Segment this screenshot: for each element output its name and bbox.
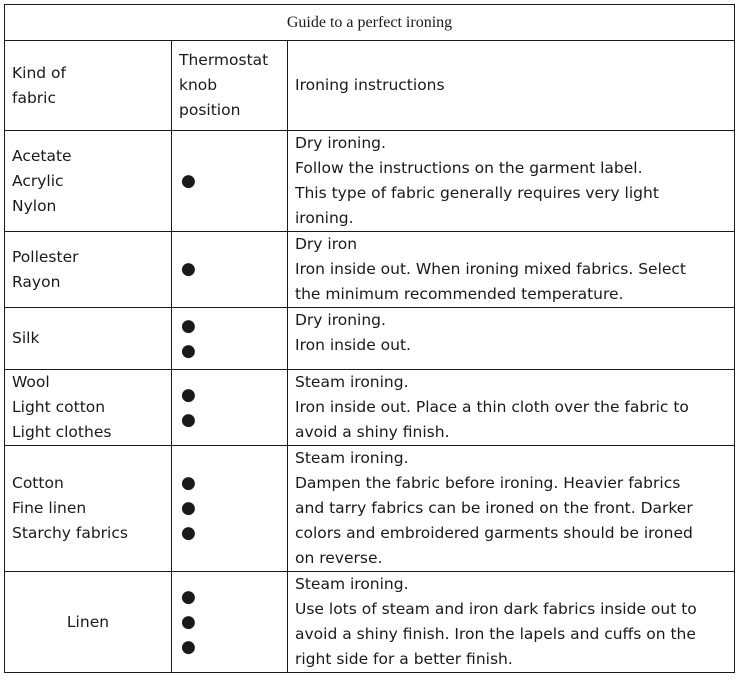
instruction-line: Dry ironing. [295,311,386,329]
fabric-name: Rayon [12,272,61,291]
instruction-line: avoid a shiny finish. Iron the lapels and cuffs on the [295,625,696,643]
knob-position-cell [172,370,288,446]
header-fabric-label: Kind of [12,63,67,82]
knob-dot-icon: ● [181,473,196,493]
title-row [5,5,735,41]
header-knob-label: knob [179,76,218,94]
table-title: Guide to a perfect ironing [5,5,735,41]
instruction-line: Steam ironing. [295,373,409,391]
instructions-cell [288,232,735,308]
instruction-line: Steam ironing. [295,575,409,593]
fabric-cell [5,446,172,572]
instructions-cell [288,446,735,572]
fabric-name: Acetate [12,146,72,165]
instruction-line: Dry iron [295,235,358,253]
instructions-cell [288,370,735,446]
instruction-line: Steam ironing. [295,449,409,467]
table-row [5,370,735,446]
instructions-cell [288,131,735,232]
instruction-line: Iron inside out. [295,336,411,354]
header-instructions-label: Ironing instructions [295,76,445,94]
fabric-cell [5,572,172,673]
knob-position-cell [172,131,288,232]
instruction-line: right side for a better finish. [295,650,513,668]
instruction-line: ironing. [295,209,354,227]
instruction-line: Follow the instructions on the garment label. [295,159,643,177]
fabric-name: Acrylic [12,171,64,190]
knob-dot-icon: ● [181,259,196,279]
knob-position-cell [172,446,288,572]
instruction-line: avoid a shiny finish. [295,423,450,441]
instruction-line: Dry ironing. [295,134,386,152]
fabric-name: Linen [66,612,110,631]
knob-dot-icon: ● [181,498,196,518]
fabric-name: Starchy fabrics [12,524,128,542]
knob-dot-icon: ● [181,523,196,543]
fabric-cell [5,232,172,308]
instruction-line: Iron inside out. When ironing mixed fabrics. Select [295,260,687,278]
instruction-line: Dampen the fabric before ironing. Heavier fabrics [295,474,681,492]
fabric-name: Light cotton [12,398,106,416]
knob-position-cell [172,232,288,308]
header-fabric [5,41,172,131]
fabric-name: Silk [12,329,40,347]
knob-dot-icon: ● [181,170,196,191]
fabric-cell [5,131,172,232]
knob-dot-icon: ● [181,315,196,336]
header-row [5,41,735,131]
instructions-cell [288,572,735,673]
instructions-cell [288,308,735,370]
knob-dot-icon: ● [181,586,196,607]
instruction-line: Iron inside out. Place a thin cloth over the fabric to [295,398,689,416]
fabric-name: Cotton [12,474,64,492]
instruction-line: the minimum recommended temperature. [295,285,624,303]
header-fabric-label: fabric [12,88,56,107]
header-knob [172,41,288,131]
knob-dot-icon: ● [181,384,196,405]
ironing-guide-table [4,4,735,673]
knob-position-cell [172,572,288,673]
header-instructions [288,41,735,131]
knob-dot-icon: ● [181,409,196,430]
header-knob-label: Thermostat [179,51,269,69]
table-row [5,308,735,370]
fabric-name: Fine linen [12,499,87,517]
instruction-line: Use lots of steam and iron dark fabrics inside out to [295,600,697,618]
instruction-line: colors and embroidered garments should be ironed [295,524,693,542]
fabric-name: Light clothes [12,423,112,441]
knob-position-cell [172,308,288,370]
fabric-name: Wool [12,373,50,391]
fabric-cell [5,308,172,370]
instruction-line: on reverse. [295,549,383,567]
knob-dot-icon: ● [181,611,196,632]
header-knob-label: position [179,101,241,119]
fabric-name: Pollester [12,247,79,266]
instruction-line: This type of fabric generally requires very light [295,184,659,202]
table-row [5,446,735,572]
knob-dot-icon: ● [181,340,196,361]
knob-dot-icon: ● [181,636,196,657]
table-row [5,232,735,308]
fabric-name: Nylon [12,196,57,215]
table-row [5,131,735,232]
fabric-cell [5,370,172,446]
table-row [5,572,735,673]
instruction-line: and tarry fabrics can be ironed on the front. Darker [295,499,693,517]
